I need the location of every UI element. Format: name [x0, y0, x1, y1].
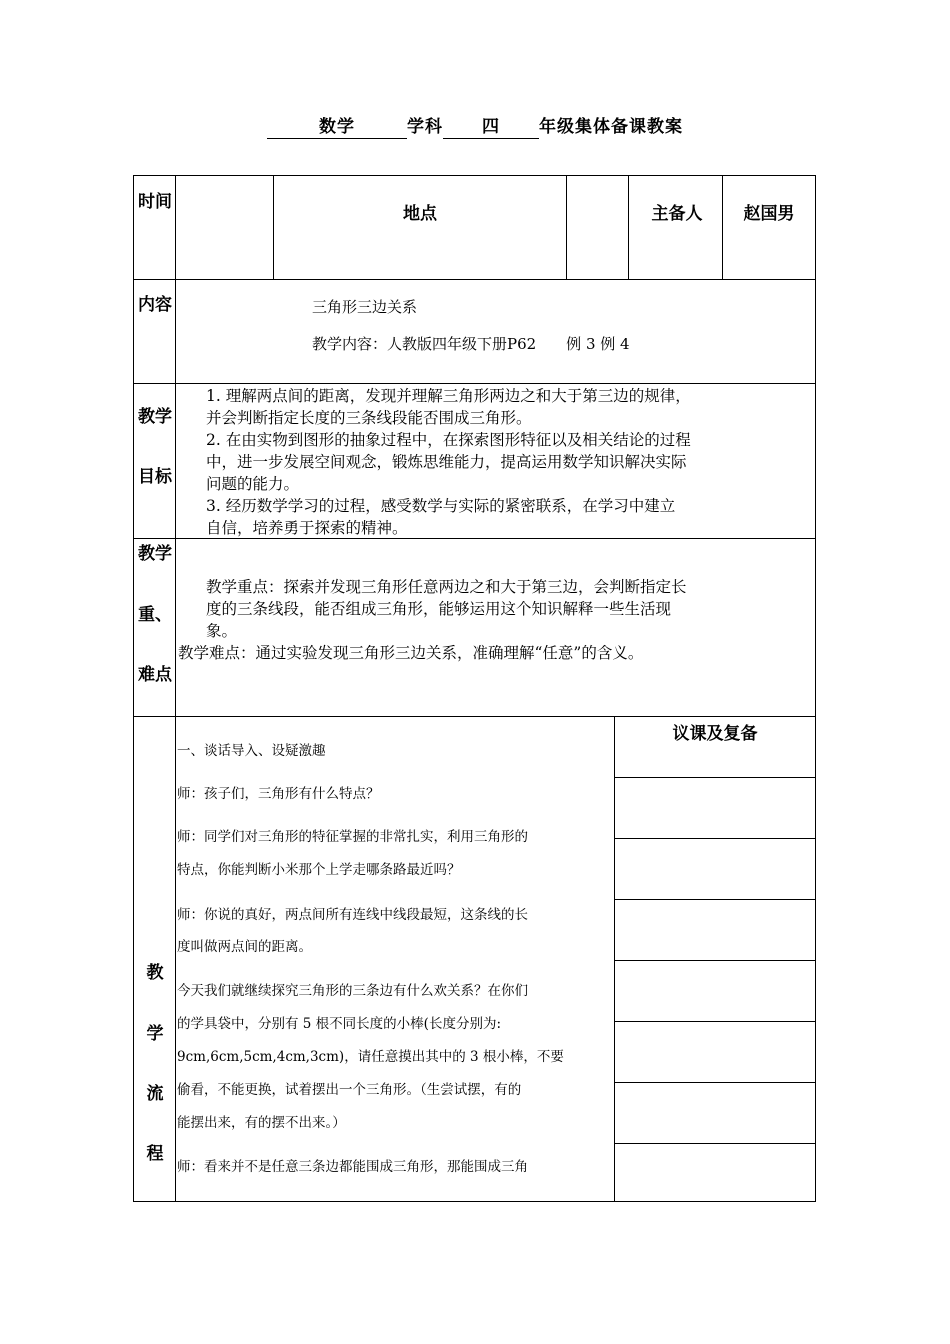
process-line: 偷看，不能更换，试着摆出一个三角形。（生尝试摆，有的 — [177, 1082, 522, 1098]
goal-line: 中，进一步发展空间观念，锻炼思维能力，提高运用数学知识解决实际 — [206, 453, 687, 471]
title-subject-suffix: 学科 — [407, 117, 443, 137]
keypoints-label-3: 难点 — [138, 665, 172, 685]
process-line: 师：你说的真好，两点间所有连线中线段最短，这条线的长 — [177, 907, 528, 923]
content-detail: 教学内容：人教版四年级下册P62 例 3 例 4 — [312, 335, 630, 353]
page-title — [0, 112, 950, 139]
title-grade: 四 — [443, 116, 539, 139]
process-label-char: 教 — [146, 963, 164, 983]
process-line: 师：孩子们，三角形有什么特点？ — [177, 786, 380, 802]
key-point-line: 象。 — [206, 622, 238, 640]
process-line: 的学具袋中，分别有 5 根不同长度的小棒(长度分别为: — [177, 1016, 501, 1032]
process-line: 师：看来并不是任意三条边都能围成三角形，那能围成三角 — [177, 1159, 528, 1175]
process-line: 特点，你能判断小米那个上学走哪条路最近吗？ — [177, 862, 461, 878]
process-label-char: 学 — [146, 1024, 164, 1044]
goal-line: 3. 经历数学学习的过程，感受数学与实际的紧密联系，在学习中建立 — [206, 497, 676, 515]
keypoints-label-1: 教学 — [138, 544, 172, 564]
title-suffix: 年级集体备课教案 — [539, 117, 683, 137]
process-line: 度叫做两点间的距离。 — [177, 939, 312, 955]
goals-text — [206, 385, 812, 539]
content-topic: 三角形三边关系 — [312, 298, 418, 316]
goals-label-2: 目标 — [138, 467, 172, 487]
review-column-header: 议课及复备 — [672, 724, 758, 744]
lead-value: 赵国男 — [743, 204, 795, 224]
process-label-char: 流 — [146, 1084, 164, 1104]
goal-line: 并会判断指定长度的三条线段能否围成三角形。 — [206, 409, 532, 427]
process-label-char: 程 — [146, 1144, 164, 1164]
goal-line: 2. 在由实物到图形的抽象过程中，在探索图形特征以及相关结论的过程 — [206, 431, 691, 449]
process-line: 师：同学们对三角形的特征掌握的非常扎实，利用三角形的 — [177, 829, 528, 845]
process-line: 今天我们就继续探究三角形的三条边有什么欢关系？在你们 — [177, 983, 528, 999]
key-point-line: 度的三条线段，能否组成三角形，能够运用这个知识解释一些生活现 — [206, 600, 672, 618]
process-line: 9cm,6cm,5cm,4cm,3cm)，请任意摸出其中的 3 根小棒，不要 — [177, 1049, 564, 1065]
place-label: 地点 — [403, 204, 437, 224]
process-line: 能摆出来，有的摆不出来。） — [177, 1115, 346, 1131]
goals-label-1: 教学 — [138, 407, 172, 427]
difficulty-line: 教学难点：通过实验发现三角形三边关系，准确理解“任意”的含义。 — [178, 644, 644, 662]
goal-line: 问题的能力。 — [206, 475, 300, 493]
lead-label: 主备人 — [651, 204, 703, 224]
content-label: 内容 — [138, 295, 172, 315]
goal-line: 自信，培养勇于探索的精神。 — [206, 519, 408, 537]
time-label: 时间 — [138, 192, 172, 212]
key-point-line: 教学重点：探索并发现三角形任意两边之和大于第三边，会判断指定长 — [206, 578, 687, 596]
goal-line: 1. 理解两点间的距离，发现并理解三角形两边之和大于第三边的规律， — [206, 387, 691, 405]
process-line: 一、谈话导入、设疑激趣 — [177, 743, 326, 759]
keypoints-label-2: 重、 — [138, 605, 172, 625]
title-subject: 数学 — [267, 116, 407, 139]
